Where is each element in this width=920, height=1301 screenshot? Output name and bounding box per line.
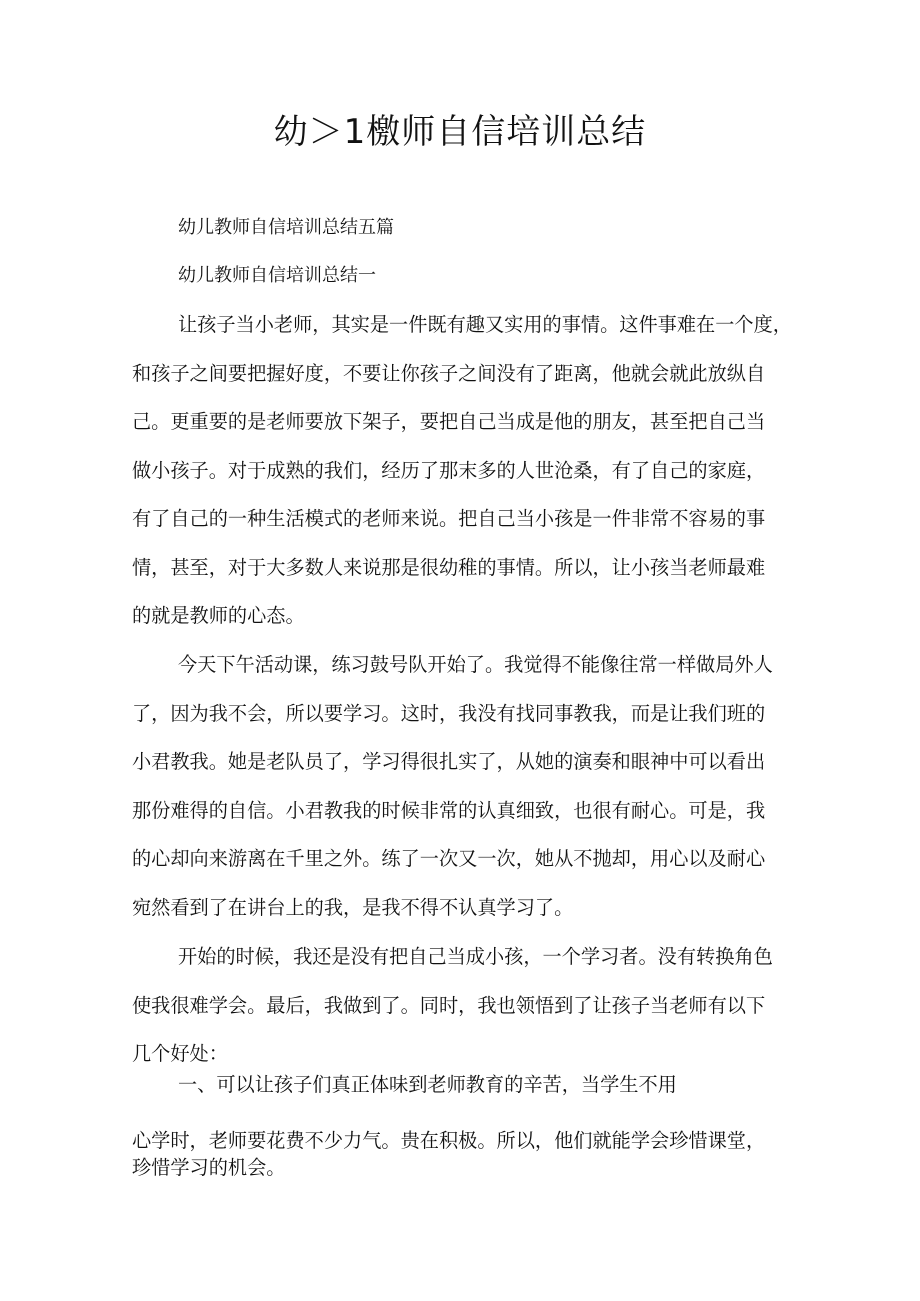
paragraph-line: 开始的时候，我还是没有把自己当成小孩，一个学习者。没有转换角色 xyxy=(178,945,773,968)
paragraph-line: 做小孩子。对于成熟的我们，经历了那末多的人世沧桑，有了自己的家庭， xyxy=(132,458,766,482)
subtitle-section-one: 幼儿教师自信培训总结一 xyxy=(178,265,376,286)
paragraph-line: 那份难得的自信。小君教我的时候非常的认真细致，也很有耐心。可是，我 xyxy=(132,798,766,822)
paragraph-line: 情，甚至，对于大多数人来说那是很幼稚的事情。所以，让小孩当老师最难 xyxy=(132,555,766,579)
paragraph-5 xyxy=(132,1128,808,1182)
paragraph-line: 宛然看到了在讲台上的我，是我不得不认真学习了。 xyxy=(132,895,574,919)
paragraph-line: 一、可以让孩子们真正体味到老师教育的辛苦，当学生不用 xyxy=(178,1073,677,1096)
paragraph-line: 今天下午活动课，练习鼓号队开始了。我觉得不能像往常一样做局外人 xyxy=(178,653,773,676)
paragraph-line: 心学时，老师要花费不少力气。贵在积极。所以，他们就能学会珍惜课堂， xyxy=(132,1129,766,1152)
paragraph-1 xyxy=(132,312,808,652)
paragraph-line: 使我很难学会。最后，我做到了。同时，我也领悟到了让孩子当老师有以下 xyxy=(132,993,766,1017)
paragraph-2 xyxy=(132,652,808,943)
paragraph-line: 的心却向来游离在千里之外。练了一次又一次，她从不抛却，用心以及耐心 xyxy=(132,847,766,870)
paragraph-line: 了，因为我不会，所以要学习。这时，我没有找同事教我，而是让我们班的 xyxy=(132,701,766,725)
document-title: 幼＞1檄师自信培训总结 xyxy=(273,112,647,152)
paragraph-line: 己。更重要的是老师要放下架子，要把自己当成是他的朋友，甚至把自己当 xyxy=(132,410,766,433)
paragraph-line: 小君教我。她是老队员了，学习得很扎实了，从她的演奏和眼神中可以看出 xyxy=(132,750,766,773)
paragraph-line: 和孩子之间要把握好度，不要让你孩子之间没有了距离，他就会就此放纵自 xyxy=(132,361,766,385)
paragraph-4 xyxy=(132,1072,808,1099)
paragraph-line: 几个好处： xyxy=(132,1042,228,1065)
paragraph-line: 珍惜学习的机会。 xyxy=(132,1156,286,1179)
paragraph-line: 有了自己的一种生活模式的老师来说。把自己当小孩是一件非常不容易的事 xyxy=(132,507,766,530)
paragraph-3 xyxy=(132,944,808,1090)
subtitle-collection: 幼儿教师自信培训总结五篇 xyxy=(178,217,394,238)
paragraph-line: 的就是教师的心态。 xyxy=(132,604,305,627)
paragraph-line: 让孩子当小老师，其实是一件既有趣又实用的事情。这件事难在一个度， xyxy=(178,313,792,336)
